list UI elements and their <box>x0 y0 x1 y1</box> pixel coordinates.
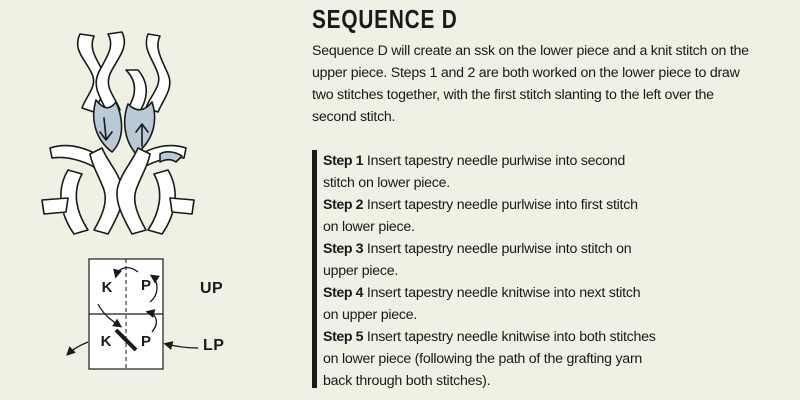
lower-piece-label: LP <box>203 337 225 354</box>
page-title: SEQUENCE D <box>312 4 458 34</box>
step-1-text: Insert tapestry needle purlwise into second <box>363 153 626 169</box>
intro-paragraph: Sequence D will create an ssk on the lower piece and a knit stitch on the upper piece. Steps 1 and 2 are both worked on the lower piece to draw two stitches together, with the first stitch slanting to the left over the second stitch. <box>312 43 749 125</box>
step-5-label: Step 5 <box>323 329 364 345</box>
step-5 <box>323 326 752 392</box>
step-4-text: Insert tapestry needle knitwise into next stitch <box>363 285 641 301</box>
step-3-text-cont: upper piece. <box>323 263 399 279</box>
step-1 <box>323 150 752 194</box>
step-4-label: Step 4 <box>323 285 364 301</box>
chart-upper-left: K <box>101 279 113 296</box>
step-5-text-cont: on lower piece (following the path of the grafting yarn <box>323 351 643 367</box>
arrow-enter-right <box>166 344 198 348</box>
step-4 <box>323 282 752 326</box>
step-2 <box>323 194 752 238</box>
chart-lower-right: P <box>140 333 152 350</box>
step-3 <box>323 238 752 282</box>
step-3-label: Step 3 <box>323 241 364 257</box>
chart-upper-right: P <box>140 277 152 294</box>
step-1-text-cont: stitch on lower piece. <box>323 175 450 191</box>
step-2-text: Insert tapestry needle purlwise into first stitch <box>363 197 638 213</box>
step-2-text-cont: on lower piece. <box>323 219 415 235</box>
steps-list <box>312 150 752 388</box>
step-5-text: Insert tapestry needle knitwise into both stitches <box>363 329 656 345</box>
stitch-chart <box>60 250 250 380</box>
step-4-text-cont: on upper piece. <box>323 307 418 323</box>
arrow-exit-left <box>68 342 88 354</box>
stitch-illustration <box>38 30 198 240</box>
step-2-label: Step 2 <box>323 197 364 213</box>
step-1-label: Step 1 <box>323 153 364 169</box>
step-5-text-end: back through both stitches). <box>323 373 491 389</box>
chart-lower-left: K <box>100 333 112 350</box>
step-3-text: Insert tapestry needle purlwise into stitch on <box>363 241 632 257</box>
upper-piece-label: UP <box>200 280 224 297</box>
